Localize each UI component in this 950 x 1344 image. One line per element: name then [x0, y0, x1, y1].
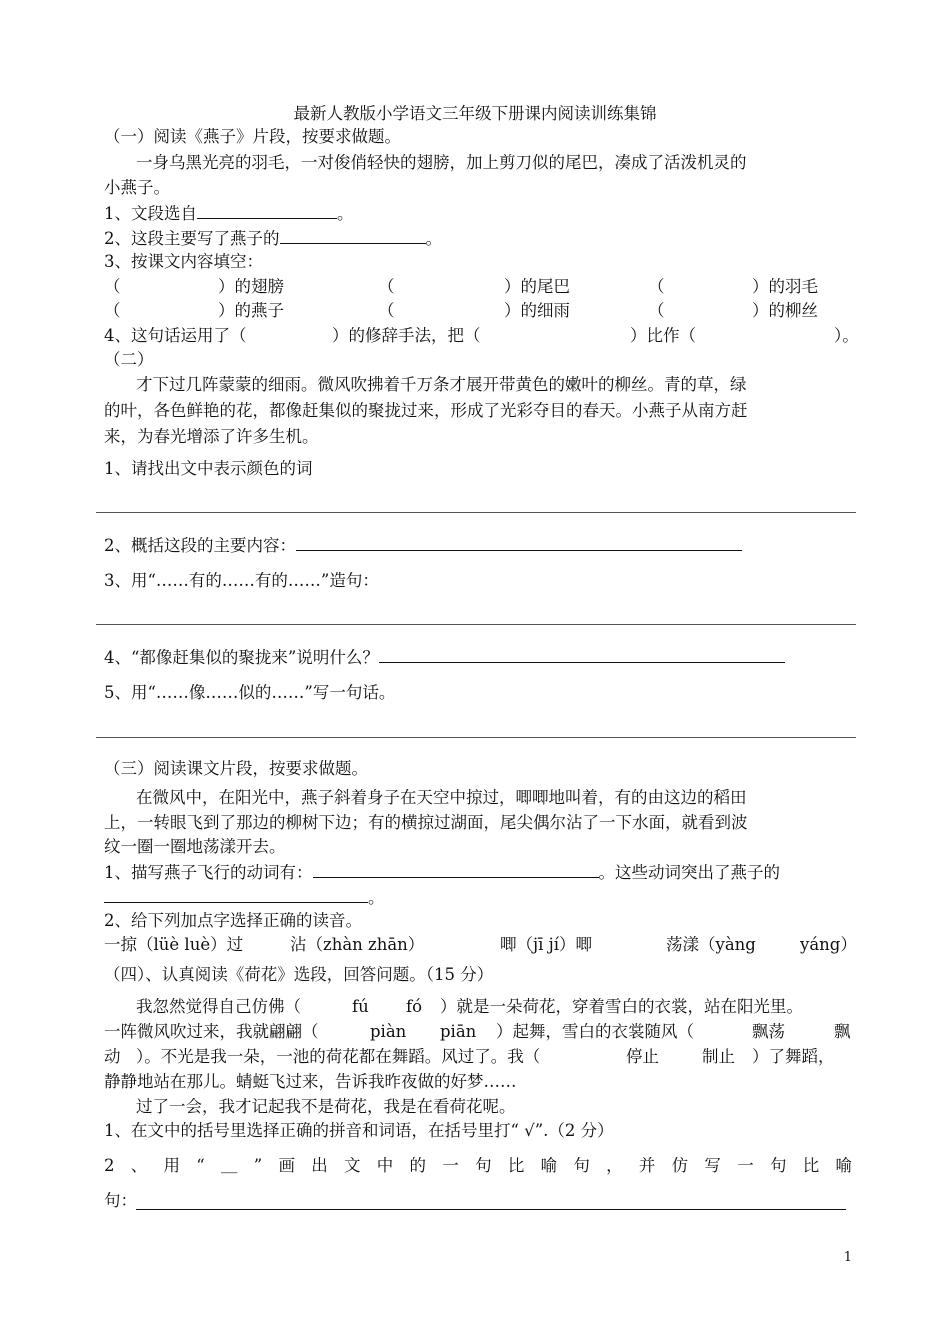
section-3-heading: （三）阅读课文片段，按要求做题。 [104, 759, 368, 778]
question-text: 1、文段选自 [104, 204, 197, 223]
question-2-char: 写 [704, 1156, 721, 1175]
answer-blank[interactable] [313, 861, 599, 878]
fill-open-paren: （ [648, 301, 665, 320]
fill-label: ）的尾巴 [504, 277, 570, 296]
question-2-char: 句 [769, 1156, 787, 1175]
question-4-part: ）的修辞手法，把（ [332, 326, 481, 345]
section-3-passage-line: 在微风中，在阳光中，燕子斜着身子在天空中掠过，唧唧地叫着，有的由这边的稻田 [136, 788, 747, 807]
question-2-char: 比 [802, 1156, 820, 1175]
question-2-char: 文 [344, 1156, 361, 1175]
question-text: 4、“都像赶集似的聚拢来”说明什么？ [104, 648, 379, 667]
section-4-text: ）就是一朵荷花，穿着雪白的衣裳，站在阳光里。 [440, 997, 803, 1016]
punctuation: 。 [337, 204, 354, 223]
section-2-passage-line: 才下过几阵蒙蒙的细雨。微风吹拂着千万条才展开带黄色的嫩叶的柳丝。青的草，绿 [136, 375, 747, 394]
section-3-passage-line: 纹一圈一圈地荡漾开去。 [104, 837, 286, 856]
question-2-char: 2 [104, 1156, 115, 1175]
pinyin-choice: fú [352, 997, 369, 1016]
word-choice: 停止 [626, 1047, 659, 1066]
section-1-passage-line: 小燕子。 [104, 178, 170, 197]
question-2-char: 比 [507, 1156, 525, 1175]
page-title: 最新人教版小学语文三年级下册课内阅读训练集锦 [293, 104, 657, 123]
answer-line[interactable] [136, 1209, 846, 1210]
question-4-part: ）比作（ [630, 326, 696, 345]
section-4-text: 动 [104, 1047, 121, 1066]
section-1-heading: （一）阅读《燕子》片段，按要求做题。 [104, 127, 401, 146]
pinyin-option: 荡漾（yàng [666, 935, 756, 954]
question-2-char: 喻 [835, 1156, 852, 1175]
question-4-part: 4、这句话运用了（ [104, 326, 247, 345]
question-2-char: 、 [130, 1156, 148, 1175]
fill-label: ）的燕子 [218, 301, 284, 320]
word-choice: 飘荡 [752, 1022, 785, 1041]
question-2-char: “ [196, 1156, 205, 1175]
question-2-char: ＿ [221, 1156, 238, 1175]
answer-blank[interactable] [280, 227, 426, 244]
answer-blank[interactable] [296, 534, 742, 551]
fill-open-paren: （ [378, 301, 395, 320]
fill-label: ）的细雨 [504, 301, 570, 320]
page-number: 1 [843, 1250, 852, 1265]
section-4-text: 一阵微风吹过来，我就翩翩（ [104, 1022, 319, 1041]
section-4-question-1: 1、在文中的括号里选择正确的拼音和词语，在括号里打“ √”.（2 分） [104, 1121, 614, 1140]
section-3-question-1 [104, 861, 780, 884]
answer-line[interactable] [96, 737, 856, 738]
section-4-text: ）了舞蹈， [752, 1047, 835, 1066]
answer-blank[interactable] [104, 886, 368, 903]
question-2-char: ” [253, 1156, 263, 1175]
answer-line[interactable] [96, 512, 856, 513]
section-4-question-2-cont: 句： [104, 1191, 137, 1210]
section-2-question-1: 1、请找出文中表示颜色的词 [104, 459, 313, 478]
answer-blank[interactable] [379, 646, 785, 663]
question-2-char: 中 [376, 1156, 394, 1175]
question-2-char: 出 [311, 1156, 328, 1175]
pinyin-choice: piàn [370, 1022, 407, 1041]
section-1-passage-line: 一身乌黑光亮的羽毛，一对俊俏轻快的翅膀，加上剪刀似的尾巴，凑成了活泼机灵的 [136, 153, 747, 172]
answer-blank[interactable] [197, 202, 337, 219]
punctuation: 。 [368, 888, 385, 907]
pinyin-option: 唧（jī jí）唧 [500, 935, 593, 954]
punctuation: 。 [425, 229, 442, 248]
pinyin-choice: piān [440, 1022, 477, 1041]
question-4-part: ）。 [834, 326, 859, 345]
section-2-heading: （二） [104, 350, 154, 369]
section-1-question-2 [104, 227, 442, 250]
section-1-question-1 [104, 202, 354, 225]
pinyin-choice: fó [406, 997, 423, 1016]
question-text: 2、概括这段的主要内容： [104, 536, 296, 555]
question-2-char: 画 [278, 1156, 295, 1175]
question-2-char: 一 [737, 1156, 754, 1175]
word-choice: 飘 [834, 1022, 851, 1041]
question-2-char: ， [606, 1156, 623, 1175]
question-text: 2、这段主要写了燕子的 [104, 229, 280, 248]
fill-open-paren: （ [104, 301, 121, 320]
section-3-question-2: 2、给下列加点字选择正确的读音。 [104, 911, 362, 930]
question-2-char: 句 [573, 1156, 590, 1175]
section-4-text: ）。不光是我一朵，一池的荷花都在舞蹈。风过了。我（ [136, 1047, 541, 1066]
section-4-heading: （四）、认真阅读《荷花》选段，回答问题。（15 分） [104, 965, 494, 984]
section-2-question-3: 3、用“……有的……有的……”造句： [104, 571, 379, 590]
answer-line[interactable] [96, 624, 856, 625]
section-2-passage-line: 来，为春光增添了许多生机。 [104, 427, 319, 446]
section-2-passage-line: 的叶，各色鲜艳的花，都像赶集似的聚拢过来，形成了光彩夺目的春天。小燕子从南方赶 [104, 401, 748, 420]
question-2-char: 的 [409, 1156, 427, 1175]
word-choice: 制止 [702, 1047, 735, 1066]
question-2-char: 仿 [671, 1156, 689, 1175]
question-text: 。这些动词突出了燕子的 [598, 863, 780, 882]
fill-open-paren: （ [648, 277, 665, 296]
section-3-question-1-cont [104, 886, 385, 909]
section-4-question-2 [104, 1155, 852, 1177]
question-2-char: 用 [163, 1156, 181, 1175]
question-2-char: 一 [442, 1156, 459, 1175]
section-1-question-3: 3、按课文内容填空： [104, 252, 263, 271]
section-2-question-2 [104, 534, 742, 557]
fill-label: ）的翅膀 [218, 277, 284, 296]
question-2-char: 并 [638, 1156, 656, 1175]
question-2-char: 句 [475, 1156, 492, 1175]
fill-open-paren: （ [104, 277, 121, 296]
section-4-text: 过了一会，我才记起我不是荷花，我是在看荷花呢。 [136, 1097, 516, 1116]
section-2-question-5: 5、用“……像……似的……”写一句话。 [104, 683, 396, 702]
section-4-text: 我忽然觉得自己仿佛（ [136, 997, 301, 1016]
section-4-text: 静静地站在那儿。蜻蜓飞过来，告诉我昨夜做的好梦…… [104, 1072, 517, 1091]
question-text: 1、描写燕子飞行的动词有： [104, 863, 313, 882]
pinyin-option: yáng） [800, 935, 857, 954]
pinyin-option: 一掠（lüè luè）过 [104, 935, 244, 954]
section-4-text: ）起舞，雪白的衣裳随风（ [496, 1022, 694, 1041]
fill-label: ）的柳丝 [752, 301, 818, 320]
section-2-question-4 [104, 646, 785, 669]
section-3-passage-line: 上，一转眼飞到了那边的柳树下边；有的横掠过湖面，尾尖偶尔沾了一下水面，就看到波 [104, 813, 748, 832]
pinyin-option: 沾（zhàn zhān） [290, 935, 425, 954]
question-2-char: 喻 [540, 1156, 558, 1175]
fill-label: ）的羽毛 [752, 277, 818, 296]
fill-open-paren: （ [378, 277, 395, 296]
